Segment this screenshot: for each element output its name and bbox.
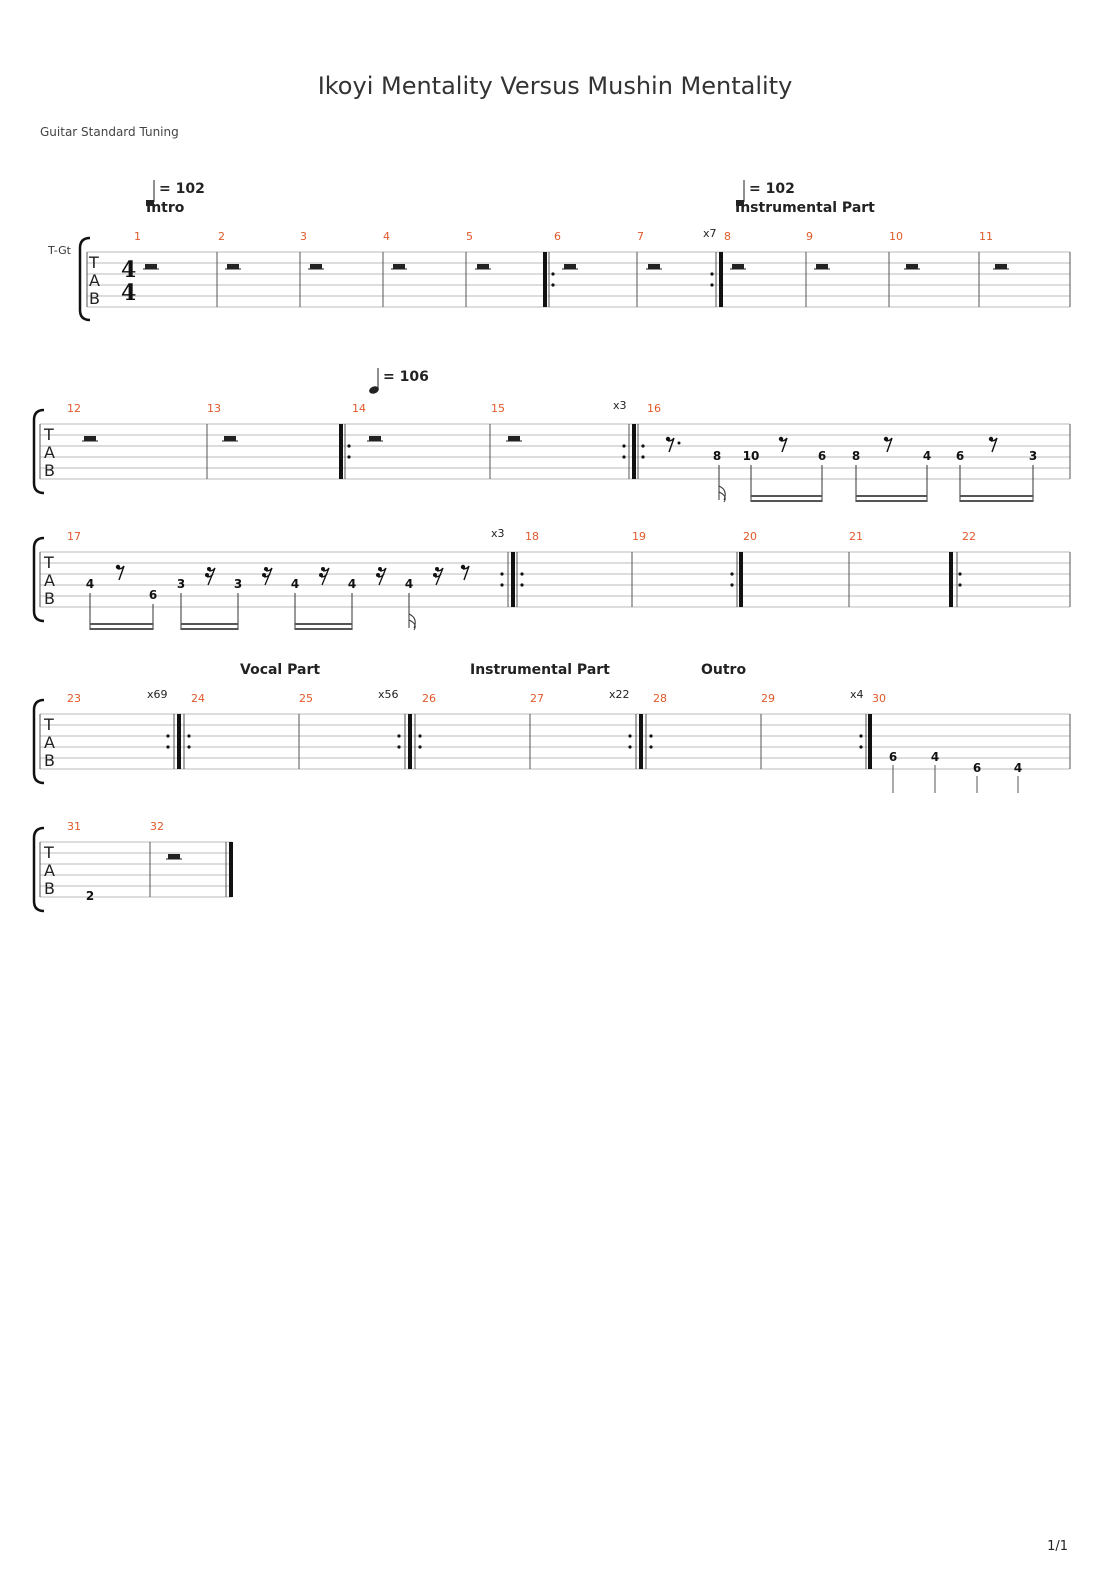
half-rest: [646, 264, 662, 269]
repeat-count: x56: [378, 688, 399, 701]
fret-number: 4: [930, 750, 940, 764]
sixteenth-rest: [205, 567, 215, 585]
tab-letter-a: A: [89, 271, 100, 290]
half-rest: [308, 264, 324, 269]
measure-number: 30: [872, 692, 886, 705]
fret-number: 4: [404, 577, 414, 591]
repeat-count: x4: [850, 688, 864, 701]
instrument-label: T-Gt: [48, 244, 71, 257]
system-3: [34, 527, 1070, 630]
fret-number: 4: [85, 577, 95, 591]
measure-number: 6: [554, 230, 561, 243]
measure-number: 10: [889, 230, 903, 243]
section-label: Instrumental Part: [735, 200, 875, 216]
half-rest: [143, 264, 159, 269]
fret-number: 6: [817, 449, 827, 463]
system-2: [34, 368, 1070, 502]
tab-letter-b: B: [44, 461, 55, 480]
fret-number: 3: [176, 577, 186, 591]
eighth-rest: [461, 565, 469, 580]
half-rest: [562, 264, 578, 269]
fret-number: 6: [148, 588, 158, 602]
fret-number: 3: [1028, 449, 1038, 463]
tab-letter-t: T: [44, 715, 54, 734]
tab-letter-t: T: [44, 843, 54, 862]
half-rest: [166, 854, 182, 859]
half-rest: [391, 264, 407, 269]
score-title: Ikoyi Mentality Versus Mushin Mentality: [317, 72, 793, 100]
measure-number: 26: [422, 692, 436, 705]
tab-letter-b: B: [44, 751, 55, 770]
svg-text:= 102: = 102: [749, 181, 795, 197]
page-number: 1/1: [1047, 1539, 1068, 1554]
half-rest: [222, 436, 238, 441]
fret-number: 4: [347, 577, 357, 591]
eighth-rest: [779, 437, 787, 452]
measure-number: 15: [491, 402, 505, 415]
section-label: Vocal Part: [240, 662, 321, 678]
eighth-rest: [884, 437, 892, 452]
section-label: Outro: [701, 662, 747, 678]
tab-letter-t: T: [44, 553, 54, 572]
section-label: Intro: [146, 200, 185, 216]
svg-text:= 106: = 106: [383, 369, 429, 385]
tab-letter-b: B: [89, 289, 100, 308]
fret-number: 4: [290, 577, 300, 591]
system-4: [34, 662, 1070, 793]
system-1: [47, 180, 1070, 320]
fret-number: 6: [888, 750, 898, 764]
tab-letter-b: B: [44, 879, 55, 898]
half-rest: [730, 264, 746, 269]
tab-letter-a: A: [44, 443, 55, 462]
half-rest: [904, 264, 920, 269]
measure-number: 32: [150, 820, 164, 833]
sixteenth-rest: [319, 567, 329, 585]
sixteenth-rest: [376, 567, 386, 585]
measure-number: 27: [530, 692, 544, 705]
eighth-rest: [116, 565, 124, 580]
measure-number: 25: [299, 692, 313, 705]
measure-number: 3: [300, 230, 307, 243]
half-rest: [506, 436, 522, 441]
measure-number: 12: [67, 402, 81, 415]
system-5: [34, 820, 233, 911]
tab-letter-t: T: [89, 253, 99, 272]
measure-number: 1: [134, 230, 141, 243]
fret-number: 2: [85, 889, 95, 903]
repeat-count: x7: [703, 227, 717, 240]
measure-number: 16: [647, 402, 661, 415]
half-rest: [225, 264, 241, 269]
tempo-mark: [368, 368, 429, 395]
fret-number: 8: [851, 449, 861, 463]
measure-number: 14: [352, 402, 366, 415]
measure-number: 20: [743, 530, 757, 543]
measure-number: 18: [525, 530, 539, 543]
measure-number: 29: [761, 692, 775, 705]
tab-letter-b: B: [44, 589, 55, 608]
measure-number: 23: [67, 692, 81, 705]
fret-number: 4: [922, 449, 932, 463]
tuning-label: Guitar Standard Tuning: [40, 125, 179, 139]
tab-letter-a: A: [44, 571, 55, 590]
repeat-count: x3: [613, 399, 627, 412]
measure-number: 8: [724, 230, 731, 243]
measure-number: 13: [207, 402, 221, 415]
measure-number: 19: [632, 530, 646, 543]
fret-number: 6: [955, 449, 965, 463]
time-sig-numerator: 4: [121, 257, 137, 283]
measure-number: 5: [466, 230, 473, 243]
tab-letter-a: A: [44, 733, 55, 752]
repeat-count: x69: [147, 688, 168, 701]
half-rest: [475, 264, 491, 269]
measure-number: 4: [383, 230, 390, 243]
measure-number: 28: [653, 692, 667, 705]
measure-number: 17: [67, 530, 81, 543]
measure-number: 11: [979, 230, 993, 243]
eighth-rest: [666, 437, 674, 452]
repeat-count: x3: [491, 527, 505, 540]
measure-number: 21: [849, 530, 863, 543]
fret-number: 8: [712, 449, 722, 463]
half-rest: [82, 436, 98, 441]
half-rest: [814, 264, 830, 269]
svg-text:= 102: = 102: [159, 181, 205, 197]
sixteenth-rest: [262, 567, 272, 585]
sixteenth-rest: [433, 567, 443, 585]
measure-number: 2: [218, 230, 225, 243]
tab-letter-t: T: [44, 425, 54, 444]
fret-number: 4: [1013, 761, 1023, 775]
fret-number: 3: [233, 577, 243, 591]
eighth-rest: [989, 437, 997, 452]
measure-number: 7: [637, 230, 644, 243]
repeat-count: x22: [609, 688, 630, 701]
tab-letter-a: A: [44, 861, 55, 880]
measure-number: 24: [191, 692, 205, 705]
measure-number: 31: [67, 820, 81, 833]
fret-number: 10: [742, 449, 760, 463]
section-label: Instrumental Part: [470, 662, 610, 678]
fret-number: 6: [972, 761, 982, 775]
half-rest: [993, 264, 1009, 269]
measure-number: 22: [962, 530, 976, 543]
half-rest: [367, 436, 383, 441]
time-sig-denominator: 4: [121, 280, 137, 306]
measure-number: 9: [806, 230, 813, 243]
